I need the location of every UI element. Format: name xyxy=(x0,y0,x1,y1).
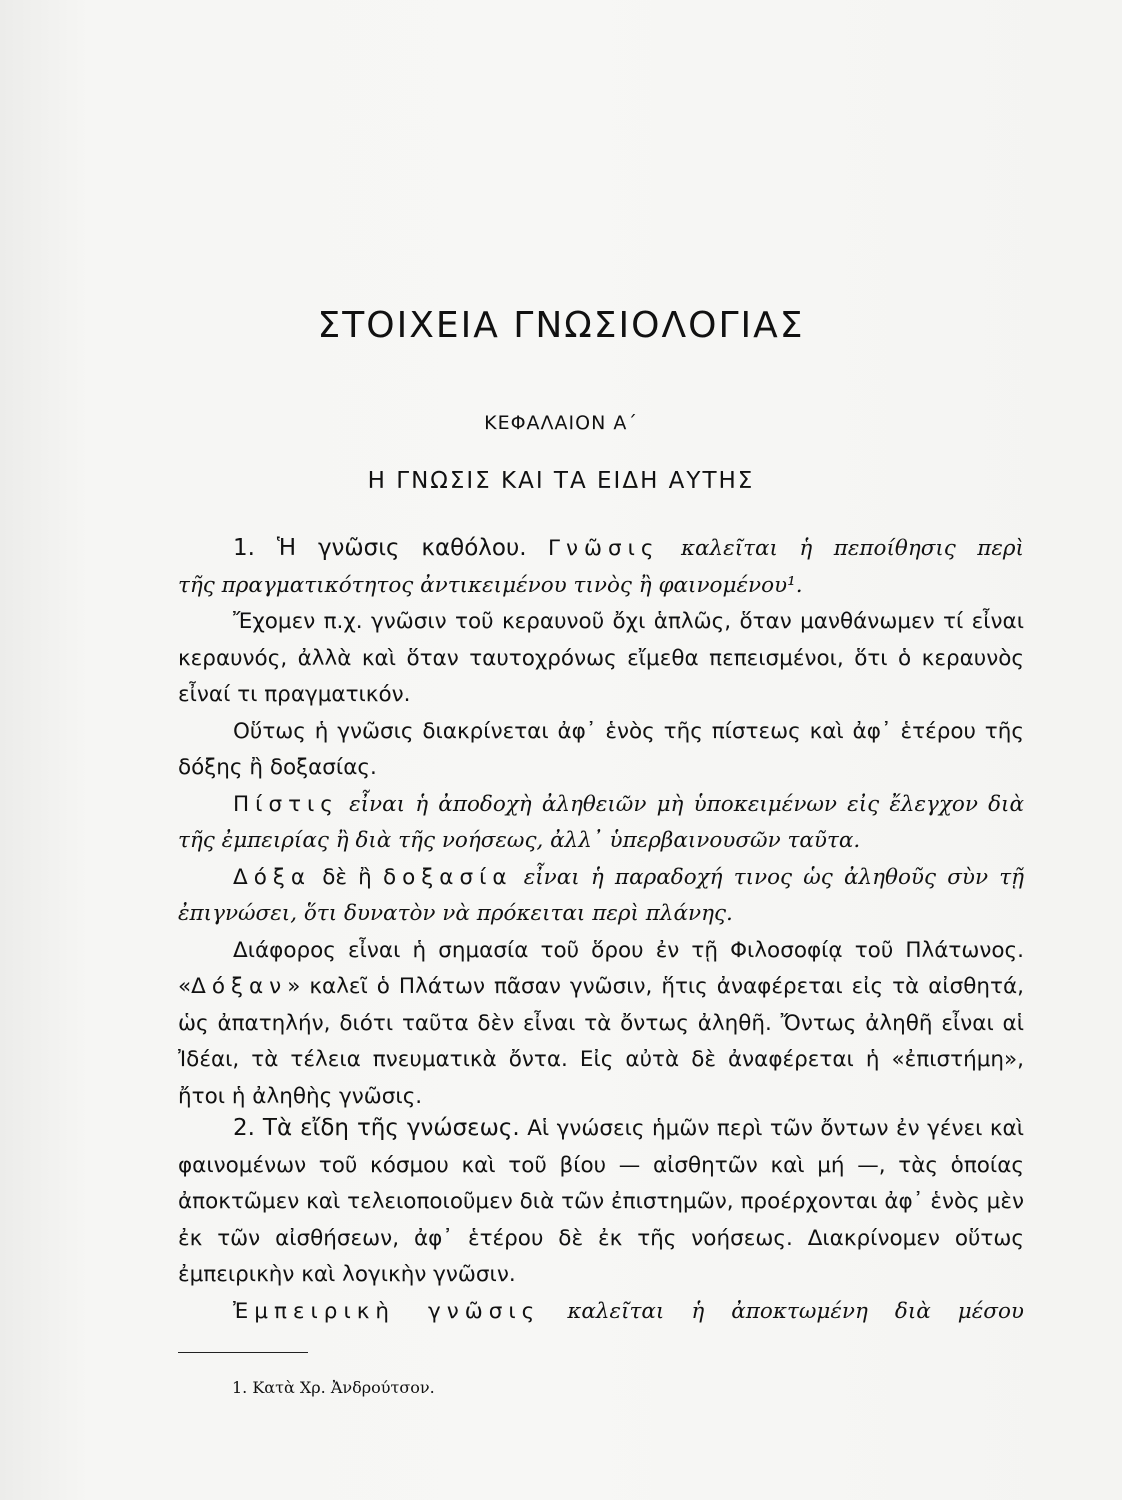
section-1 xyxy=(178,530,1024,1115)
doxa-connector: δὲ ἢ xyxy=(322,864,372,890)
page-title: ΣΤΟΙΧΕΙΑ ΓΝΩΣΙΟΛΟΓΙΑΣ xyxy=(317,305,805,346)
term-pistis: Πίστις xyxy=(233,791,339,817)
section-1-definition xyxy=(178,530,1024,568)
section-2-text: Αἱ γνώσεις ἡμῶν περὶ τῶν ὄντων ἐν γένει καὶ φαινομένων τοῦ κόσμου καὶ τοῦ βίου — αἰσθητῶν καὶ μή —, τὰς ὁποίας ἀποκτῶμεν καὶ τελειοποιοῦμεν διὰ τῶν ἐπιστημῶν, προέρχονται ἀφ᾽ ἑνὸς μὲν ἐκ τῶν αἰσθήσεων, ἀφ᾽ ἑτέρου δὲ ἐκ τῆς νοήσεως. Διακρίνομεν οὕτως ἐμπειρικὴν καὶ λογικὴν γνῶσιν. xyxy=(178,1116,1024,1287)
section-2 xyxy=(178,1110,1024,1330)
term-doxasia: δοξασία xyxy=(382,864,513,890)
section-1-heading: 1. Ἡ γνῶσις καθόλου. xyxy=(233,535,527,561)
footnote: 1. Κατὰ Χρ. Ἀνδρούτσον. xyxy=(232,1378,435,1397)
section-2-paragraph xyxy=(178,1110,1024,1294)
definition-text-cont: τῆς πραγματικότητος ἀντικειμένου τινὸς ἢ φαινομένου¹. xyxy=(178,572,803,598)
term-gnosis: Γνῶσις xyxy=(548,536,660,561)
empirical-paragraph xyxy=(178,1294,1024,1331)
chapter-subtitle: Η ΓΝΩΣΙΣ ΚΑΙ ΤΑ ΕΙΔΗ ΑΥΤΗΣ xyxy=(367,468,755,494)
term-empirical: Ἐμπειρικὴ γνῶσις xyxy=(233,1298,541,1324)
doxa-definition: εἶναι ἡ παραδοχή τινος ὡς ἀληθοῦς σὺν τῇ ἐπιγνώσει, ὅτι δυνατὸν νὰ πρόκειται περὶ πλάνης. xyxy=(178,864,1024,926)
section-2-heading: 2. Τὰ εἴδη τῆς γνώσεως. xyxy=(233,1115,520,1141)
empirical-definition: καλεῖται ἡ ἀποκτωμένη διὰ μέσου xyxy=(567,1298,1024,1324)
plato-text-b: » καλεῖ ὁ Πλάτων πᾶσαν γνῶσιν, ἥτις ἀναφέρεται εἰς τὰ αἰσθητά, ὡς ἀπατηλήν, διότι ταῦτα δὲν εἶναι τὰ ὄντως ἀληθῆ. Ὄντως ἀληθῆ εἶναι αἱ Ἰδέαι, τὰ τέλεια πνευματικὰ ὄντα. Εἰς αὐτὰ δὲ ἀναφέρεται ἡ «ἐπιστήμη», ἤτοι ἡ ἀληθὴς γνῶσις. xyxy=(178,974,1024,1109)
distinction-paragraph: Οὕτως ἡ γνῶσις διακρίνεται ἀφ᾽ ἑνὸς τῆς πίστεως καὶ ἀφ᾽ ἑτέρου τῆς δόξης ἢ δοξασίας. xyxy=(178,718,1024,780)
term-doxa: Δόξα xyxy=(233,864,312,890)
chapter-heading: ΚΕΦΑΛΑΙΟΝ Α΄ xyxy=(484,412,638,434)
term-doxan: Δόξαν xyxy=(191,974,288,999)
doxa-paragraph xyxy=(178,860,1024,933)
footnote-rule xyxy=(178,1352,308,1353)
pistis-definition: εἶναι ἡ ἀποδοχὴ ἀληθειῶν μὴ ὑποκειμένων εἰς ἔλεγχον διὰ τῆς ἐμπειρίας ἢ διὰ τῆς νοήσεως, ἀλλ᾽ ὑπερβαινουσῶν ταῦτα. xyxy=(178,791,1024,853)
pistis-paragraph xyxy=(178,787,1024,860)
plato-paragraph xyxy=(178,933,1024,1116)
definition-text: καλεῖται ἡ πεποίθησις περὶ xyxy=(680,536,1024,561)
example-paragraph: Ἔχομεν π.χ. γνῶσιν τοῦ κεραυνοῦ ὄχι ἁπλῶς, ὅταν μανθάνωμεν τί εἶναι κεραυνός, ἀλλὰ καὶ ὅταν ταυτοχρόνως εἴμεθα πεπεισμένοι, ὅτι ὁ κεραυνὸς εἶναί τι πραγματικόν. xyxy=(178,609,1024,707)
plato-text-a: Διάφορος εἶναι ἡ σημασία τοῦ ὅρου ἐν τῇ Φιλοσοφίᾳ τοῦ Πλάτωνος. « xyxy=(178,937,1024,999)
